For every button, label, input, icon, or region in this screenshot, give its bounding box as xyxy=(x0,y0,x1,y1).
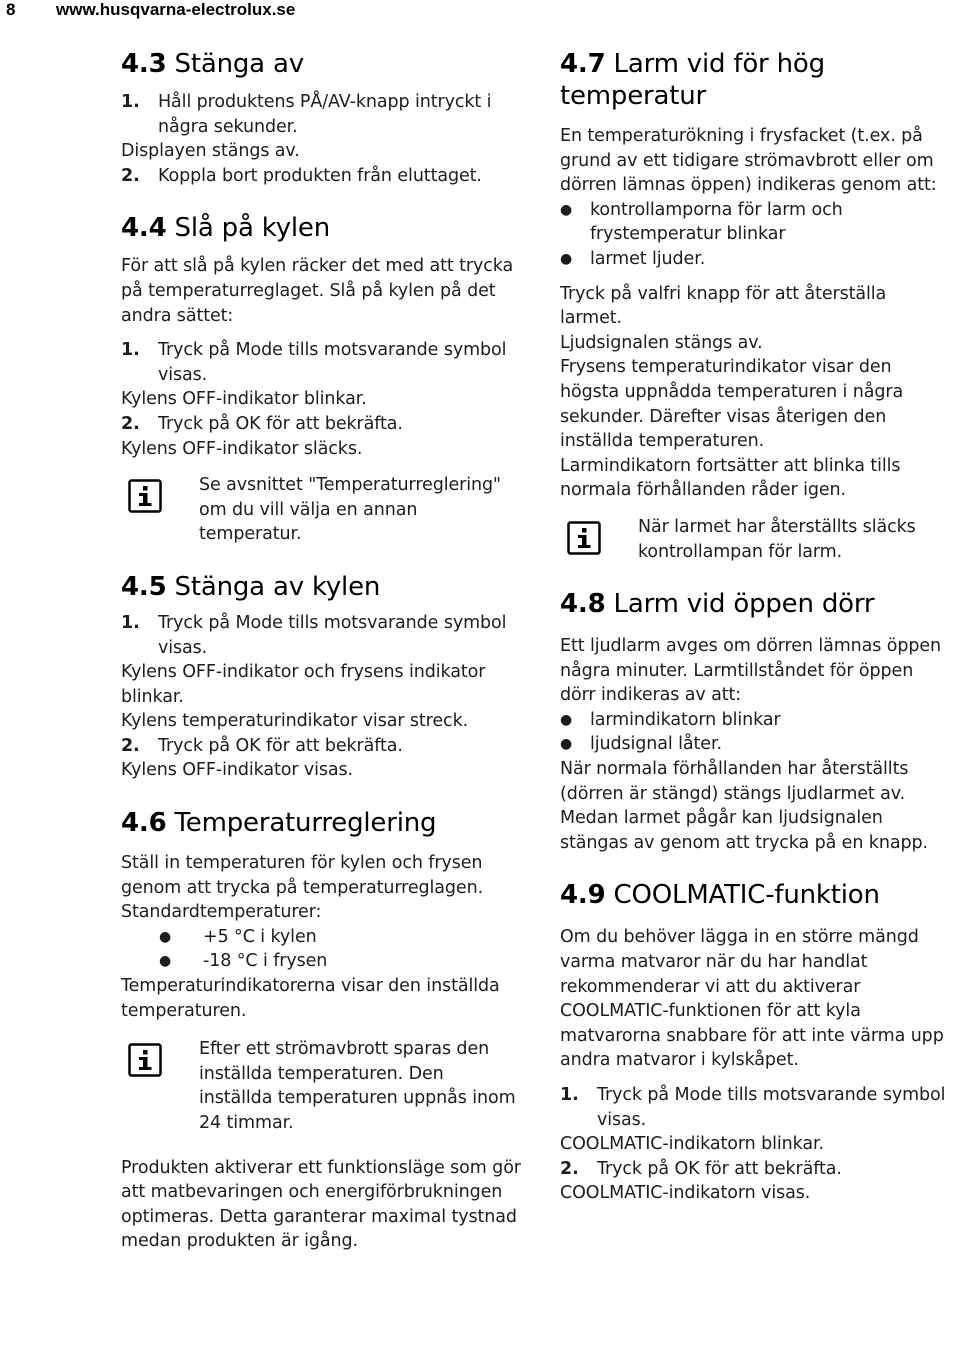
section-4-7-heading: 4.7 Larm vid för hög temperatur xyxy=(560,49,825,111)
paragraph: Ett ljudlarm avges om dörren lämnas öppen några minuter. Larmtillståndet för öppen dörr indikeras av att: xyxy=(560,636,942,706)
header-url: www.husqvarna-electrolux.se xyxy=(56,0,296,19)
paragraph: Kylens OFF-indikator blinkar. xyxy=(121,389,367,410)
section-4-9-heading: 4.9 COOLMATIC-funktion xyxy=(560,880,880,911)
paragraph: Ljudsignalen stängs av. xyxy=(560,332,763,353)
section-4-6-heading: 4.6 Temperaturreglering xyxy=(121,808,437,839)
paragraph: COOLMATIC-indikatorn blinkar. xyxy=(560,1134,824,1155)
info-icon xyxy=(128,479,162,513)
section-4-8-heading: 4.8 Larm vid öppen dörr xyxy=(560,589,875,620)
step-item: 1. Tryck på Mode tills motsvarande symbol visas. xyxy=(121,340,507,385)
paragraph: Larmindikatorn fortsätter att blinka tills normala förhållanden råder igen. xyxy=(560,455,901,501)
info-note: När larmet har återställts släcks kontrollampan för larm. xyxy=(560,515,952,564)
paragraph: Kylens OFF-indikator släcks. xyxy=(121,438,363,459)
section-4-5-heading: 4.5 Stänga av kylen xyxy=(121,571,381,602)
paragraph: Om du behöver lägga in en större mängd varma matvaror när du har handlat rekommenderar vi att du aktiverar COOLMATIC-funktionen för att kyla matvarorna snabbare för att inte värma upp andra matvaror i kylskåpet. xyxy=(560,927,944,1071)
paragraph: Produkten aktiverar ett funktionsläge som gör att matbevaringen och energiförbrukningen optimeras. Detta garanterar maximal tystnad medan produkten är igång. xyxy=(121,1157,521,1252)
paragraph: Kylens temperaturindikator visar streck. xyxy=(121,711,469,732)
section-4-3-heading: 4.3 Stänga av xyxy=(121,49,304,79)
list-item: ● kontrollamporna för larm och frystemperatur blinkar xyxy=(560,199,843,245)
list-item: ● ljudsignal låter. xyxy=(560,734,722,755)
list-item: ● larmet ljuder. xyxy=(560,248,706,269)
page-number: 8 xyxy=(6,0,16,19)
step-item: 1. Tryck på Mode tills motsvarande symbol visas. xyxy=(121,612,507,658)
info-icon xyxy=(128,1043,162,1077)
info-icon xyxy=(567,521,601,555)
step-item: 2. Koppla bort produkten från eluttaget. xyxy=(121,165,482,186)
step-item: 1. Håll produktens PÅ/AV-knapp intryckt i några sekunder. xyxy=(121,92,492,137)
step-item: 2. Tryck på OK för att bekräfta. xyxy=(560,1158,842,1179)
left-column xyxy=(121,48,521,1254)
paragraph: Kylens OFF-indikator och frysens indikator blinkar. xyxy=(121,662,486,707)
step-item: 1. Tryck på Mode tills motsvarande symbol visas. xyxy=(560,1085,946,1130)
list-item: ● larmindikatorn blinkar xyxy=(560,709,781,730)
paragraph: Frysens temperaturindikator visar den högsta uppnådda temperaturen i några sekunder. Därefter visas återigen den inställda temperaturen. xyxy=(560,357,904,452)
step-item: 2. Tryck på OK för att bekräfta. xyxy=(121,413,403,434)
info-note: Efter ett strömavbrott sparas den inställda temperaturen. Den inställda temperaturen uppnås inom 24 timmar. xyxy=(121,1037,521,1135)
paragraph: Tryck på valfri knapp för att återställa larmet. xyxy=(560,283,887,329)
right-column xyxy=(560,48,952,1206)
paragraph: Displayen stängs av. xyxy=(121,141,300,162)
info-note: Se avsnittet "Temperaturreglering" om du vill välja en annan temperatur. xyxy=(121,473,521,547)
paragraph: Kylens OFF-indikator visas. xyxy=(121,760,354,781)
paragraph: COOLMATIC-indikatorn visas. xyxy=(560,1183,811,1204)
section-4-4-heading: 4.4 Slå på kylen xyxy=(121,213,330,244)
paragraph: Ställ in temperaturen för kylen och frysen genom att trycka på temperaturreglagen. xyxy=(121,853,484,898)
step-item: 2. Tryck på OK för att bekräfta. xyxy=(121,735,403,756)
paragraph: För att slå på kylen räcker det med att trycka på temperaturreglaget. Slå på kylen på det andra sättet: xyxy=(121,256,514,326)
paragraph: En temperaturökning i frysfacket (t.ex. på grund av ett tidigare strömavbrott eller om dörren lämnas öppen) indikeras genom att: xyxy=(560,126,937,196)
paragraph: Standardtemperaturer: xyxy=(121,902,322,923)
paragraph: När normala förhållanden har återställts (dörren är stängd) stängs ljudlarmet av. Medan larmet pågår kan ljudsignalen stängas av genom att trycka på en knapp. xyxy=(560,759,928,853)
paragraph: Temperaturindikatorerna visar den inställda temperaturen. xyxy=(121,976,500,1021)
list-item: ● -18 °C i frysen xyxy=(159,951,328,972)
list-item: ● +5 °C i kylen xyxy=(159,926,317,947)
